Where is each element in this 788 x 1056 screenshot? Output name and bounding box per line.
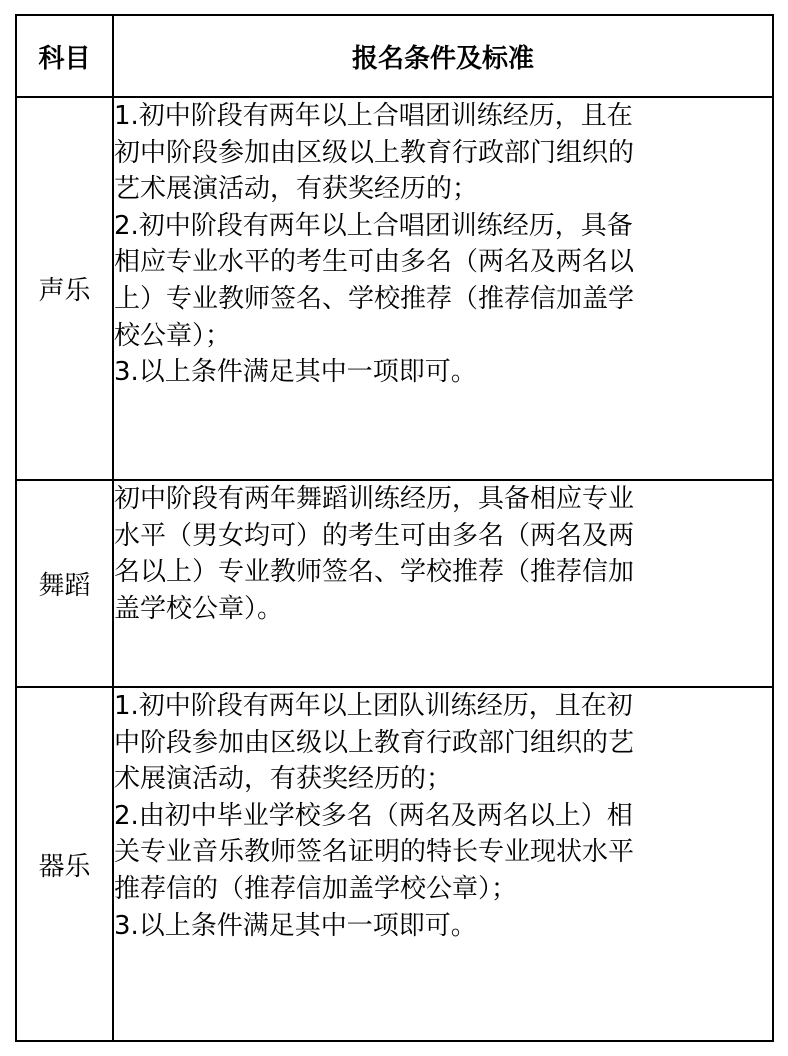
criteria-line: 3.以上条件满足其中一项即可。 bbox=[114, 357, 477, 388]
subject-cell: 器乐 bbox=[16, 687, 113, 1041]
subject-cell: 舞蹈 bbox=[16, 480, 113, 687]
table-row-instrumental bbox=[16, 687, 773, 1041]
criteria-line: 术展演活动，有获奖经历的； bbox=[114, 764, 453, 795]
criteria-line: 关专业音乐教师签名证明的特长专业现状水平 bbox=[114, 837, 635, 868]
subject-cell: 声乐 bbox=[16, 97, 113, 480]
criteria-cell bbox=[113, 687, 773, 1041]
header-subject: 科目 bbox=[16, 15, 113, 97]
criteria-line: 名以上）专业教师签名、学校推荐（推荐信加 bbox=[114, 557, 635, 588]
criteria-line: 2.由初中毕业学校多名（两名及两名以上）相 bbox=[114, 800, 633, 831]
admission-criteria-table bbox=[15, 14, 774, 1042]
criteria-line: 艺术展演活动，有获奖经历的； bbox=[114, 174, 479, 205]
criteria-line: 初中阶段有两年舞蹈训练经历，具备相应专业 bbox=[114, 484, 635, 514]
criteria-line: 3.以上条件满足其中一项即可。 bbox=[114, 910, 477, 941]
criteria-line: 盖学校公章）。 bbox=[114, 593, 284, 624]
table-row-dance bbox=[16, 480, 773, 687]
criteria-cell bbox=[113, 480, 773, 687]
criteria-line: 上）专业教师签名、学校推荐（推荐信加盖学 bbox=[114, 283, 635, 314]
criteria-cell bbox=[113, 97, 773, 480]
table-header-row bbox=[16, 15, 773, 97]
criteria-line: 相应专业水平的考生可由多名（两名及两名以 bbox=[114, 247, 635, 278]
criteria-line: 1.初中阶段有两年以上合唱团训练经历，且在 bbox=[114, 101, 633, 131]
criteria-line: 推荐信的（推荐信加盖学校公章）； bbox=[114, 873, 518, 904]
criteria-line: 水平（男女均可）的考生可由多名（两名及两 bbox=[114, 520, 635, 551]
criteria-line: 校公章）； bbox=[114, 320, 232, 351]
criteria-line: 中阶段参加由区级以上教育行政部门组织的艺 bbox=[114, 727, 635, 758]
header-criteria: 报名条件及标准 bbox=[113, 15, 773, 97]
criteria-line: 初中阶段参加由区级以上教育行政部门组织的 bbox=[114, 137, 635, 168]
table-row-vocal bbox=[16, 97, 773, 480]
criteria-line: 2.初中阶段有两年以上合唱团训练经历，具备 bbox=[114, 210, 633, 241]
criteria-line: 1.初中阶段有两年以上团队训练经历，且在初 bbox=[114, 691, 633, 721]
